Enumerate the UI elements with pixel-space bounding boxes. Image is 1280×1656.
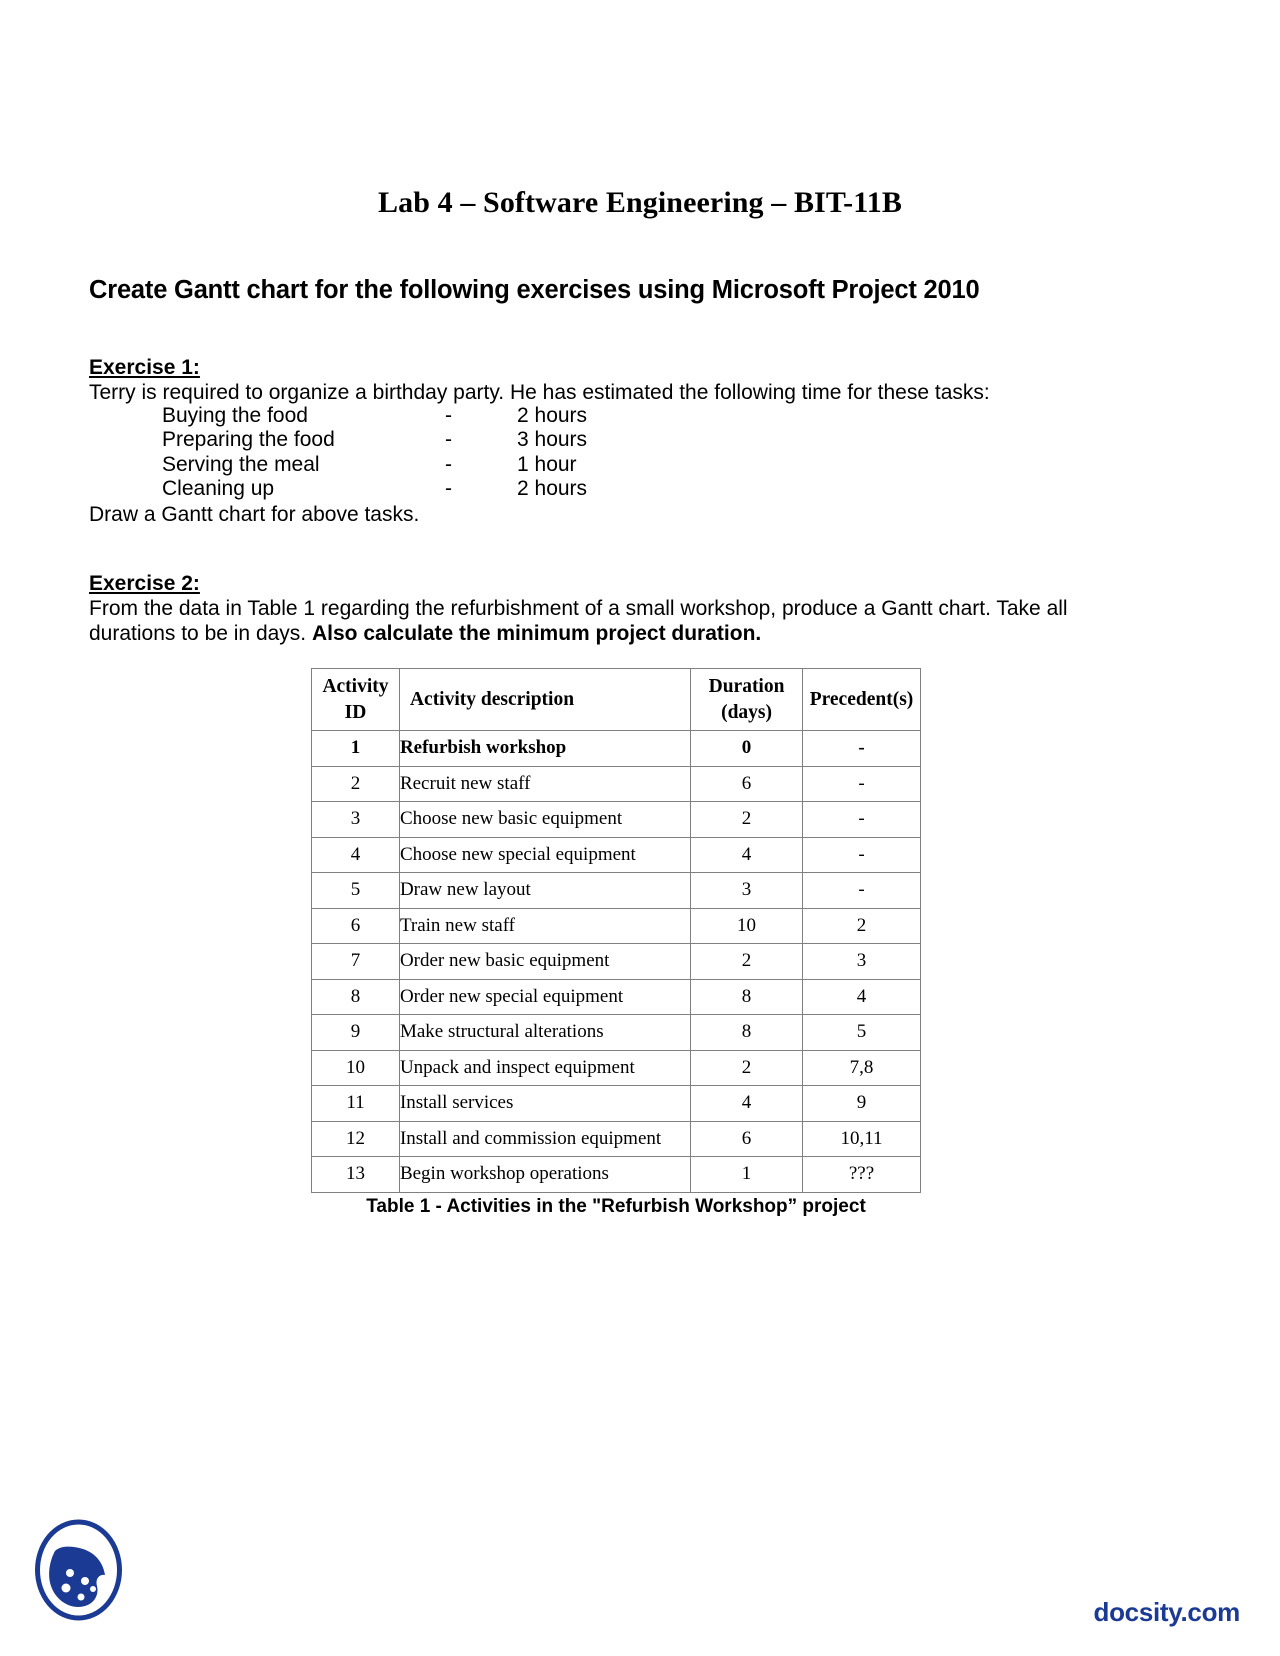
task-dash: - (445, 476, 452, 500)
cell-description: Order new basic equipment (399, 944, 690, 980)
cell-precedents: 10,11 (802, 1121, 920, 1157)
task-duration: 3 hours (517, 428, 588, 452)
cell-precedents: - (802, 802, 920, 838)
table-row (312, 837, 921, 873)
task-duration: 1 hour (517, 452, 577, 476)
task-name: Serving the meal (162, 452, 320, 476)
cell-description: Install services (399, 1086, 690, 1122)
cell-precedents: - (802, 873, 920, 909)
cell-description: Recruit new staff (399, 766, 690, 802)
table-row (312, 1086, 921, 1122)
cell-activity-id: 11 (312, 1086, 400, 1122)
column-header-duration (691, 669, 803, 731)
cell-precedents: - (802, 731, 920, 767)
task-duration: 2 hours (517, 404, 588, 427)
page-title: Lab 4 – Software Engineering – BIT-11B (378, 186, 902, 219)
task-dash: - (445, 404, 452, 427)
cell-activity-id: 8 (312, 979, 400, 1015)
table-row (312, 731, 921, 767)
table-row (312, 944, 921, 980)
cell-description: Train new staff (399, 908, 690, 944)
cell-duration: 4 (691, 1086, 803, 1122)
exercise-1-heading: Exercise 1: (89, 356, 200, 379)
table-row (312, 908, 921, 944)
cell-description: Choose new special equipment (399, 837, 690, 873)
table-caption: Table 1 - Activities in the "Refurbish Workshop” project (366, 1196, 866, 1217)
table-row (312, 1015, 921, 1051)
task-name: Cleaning up (162, 476, 275, 500)
cell-duration: 10 (691, 908, 803, 944)
cell-description: Begin workshop operations (399, 1157, 690, 1193)
list-item (89, 477, 889, 501)
exercise-1-intro: Terry is required to organize a birthday party. He has estimated the following time for these tasks: (89, 381, 990, 404)
exercise-2-heading: Exercise 2: (89, 572, 200, 595)
cell-duration: 8 (691, 979, 803, 1015)
cell-precedents: ??? (802, 1157, 920, 1193)
column-header-activity-id-line1: Activity (322, 675, 389, 697)
exercise-2-body-emphasis: Also calculate the minimum project duration. (311, 622, 762, 645)
table-header-row (312, 669, 921, 731)
cell-duration: 1 (691, 1157, 803, 1193)
cell-precedents: 4 (802, 979, 920, 1015)
cell-duration: 4 (691, 837, 803, 873)
cell-activity-id: 13 (312, 1157, 400, 1193)
column-header-precedents: Precedent(s) (802, 669, 920, 731)
table-row (312, 1050, 921, 1086)
cell-duration: 6 (691, 1121, 803, 1157)
cell-description: Order new special equipment (399, 979, 690, 1015)
exercise-1-task-list (89, 404, 889, 501)
page-subtitle: Create Gantt chart for the following exercises using Microsoft Project 2010 (89, 276, 980, 304)
cell-activity-id: 4 (312, 837, 400, 873)
cell-description: Make structural alterations (399, 1015, 690, 1051)
docsity-logo-icon (33, 1518, 124, 1622)
cell-description: Draw new layout (399, 873, 690, 909)
list-item (89, 404, 889, 428)
cell-activity-id: 7 (312, 944, 400, 980)
cell-duration: 8 (691, 1015, 803, 1051)
activity-table-container (311, 668, 921, 1193)
cell-description: Install and commission equipment (399, 1121, 690, 1157)
exercise-2-body (89, 596, 1141, 646)
docsity-brand-label: docsity.com (1093, 1597, 1240, 1627)
column-header-duration-line1: Duration (708, 675, 785, 697)
table-row (312, 802, 921, 838)
cell-description: Choose new basic equipment (399, 802, 690, 838)
cell-precedents: 2 (802, 908, 920, 944)
cell-duration: 2 (691, 802, 803, 838)
list-item (89, 428, 889, 452)
table-header (312, 669, 921, 731)
cell-description: Refurbish workshop (399, 731, 690, 767)
exercise-2-body-normal: From the data in Table 1 regarding the refurbishment of a small workshop, produce a Gantt chart. Take all durations to be in days. (89, 597, 1068, 645)
table-body (312, 731, 921, 1193)
task-name: Preparing the food (162, 428, 335, 452)
task-dash: - (445, 428, 452, 452)
table-row (312, 1157, 921, 1193)
activity-table (311, 668, 921, 1193)
list-item (89, 453, 889, 477)
cell-duration: 6 (691, 766, 803, 802)
exercise-1-outro: Draw a Gantt chart for above tasks. (89, 503, 420, 526)
table-row (312, 873, 921, 909)
column-header-duration-line2: (days) (721, 701, 772, 723)
column-header-activity-id-line2: ID (344, 701, 367, 723)
cell-precedents: - (802, 837, 920, 873)
task-name: Buying the food (162, 404, 308, 427)
cell-precedents: 9 (802, 1086, 920, 1122)
cell-activity-id: 9 (312, 1015, 400, 1051)
task-duration: 2 hours (517, 476, 588, 500)
column-header-activity-id (312, 669, 400, 731)
cell-precedents: 7,8 (802, 1050, 920, 1086)
table-row (312, 1121, 921, 1157)
cell-precedents: 5 (802, 1015, 920, 1051)
cell-activity-id: 5 (312, 873, 400, 909)
cell-duration: 3 (691, 873, 803, 909)
cell-precedents: - (802, 766, 920, 802)
cell-duration: 0 (691, 731, 803, 767)
cell-activity-id: 3 (312, 802, 400, 838)
cell-activity-id: 6 (312, 908, 400, 944)
cell-activity-id: 12 (312, 1121, 400, 1157)
cell-precedents: 3 (802, 944, 920, 980)
cell-activity-id: 1 (312, 731, 400, 767)
cell-description: Unpack and inspect equipment (399, 1050, 690, 1086)
task-dash: - (445, 452, 452, 476)
table-row (312, 979, 921, 1015)
cell-activity-id: 2 (312, 766, 400, 802)
table-row (312, 766, 921, 802)
cell-duration: 2 (691, 1050, 803, 1086)
cell-activity-id: 10 (312, 1050, 400, 1086)
column-header-description: Activity description (399, 669, 690, 731)
cell-duration: 2 (691, 944, 803, 980)
